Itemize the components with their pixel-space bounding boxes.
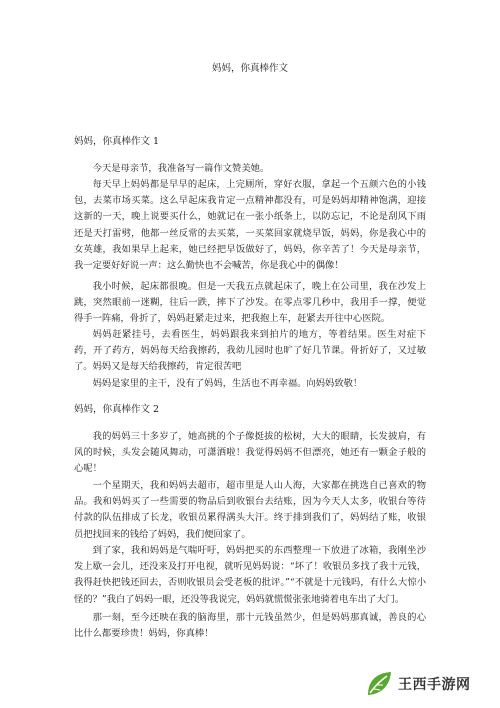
essay-1-paragraph-4: 妈妈赶紧挂号，去看医生，妈妈跟我来到拍片的地方，等着结果。医生对症下药，开了药方，妈妈每天给我擦药，我幼儿园时也旷了好几节课。骨折好了，又过敏了。妈妈又是每天给我擦药，肯定很苦吧	[74, 329, 426, 373]
essay-1-paragraph-3: 我小时候，起床都很晚。但是一天我五点就起床了，晚上在公司里，我在沙发上跳，突然眼前一迷糊，往后一跌，摔下了沙发。在零点零几秒中，我用手一撑，便觉得手一阵痛，骨折了，妈妈赶紧走过来，把我抱上车，赶紧去开往中心医院。	[74, 281, 426, 325]
leaf-logo-icon	[364, 669, 394, 699]
essay-2-paragraph-4: 那一刻，至今还映在我的脑海里，那十元钱虽然少，但是妈妈那真诚，善良的心比什么都要珍贵！妈妈，你真棒！	[74, 612, 426, 640]
essay-1-title: 妈妈，你真棒作文 1	[74, 136, 160, 147]
essay-2-paragraph-3: 到了家，我和妈妈是气喘吁吁，妈妈把买的东西整理一下放进了冰箱，我刚坐沙发上歇一会儿，还没来及打开电视，就听见妈妈说：“坏了！收银员多找了我十元钱，我得赶快把钱还回去，否则收银员会受老板的批评。”“不就是十元钱吗，有什么大惊小怪的？”我白了妈妈一眼，还没等我说完，妈妈就慌慌张张地骑着电车出了大门。	[74, 545, 426, 605]
essay-2-title: 妈妈，你真棒作文 2	[74, 404, 160, 415]
essay-2-paragraph-2: 一个星期天，我和妈妈去超市，超市里是人山人海，大家都在挑选自己喜欢的物品。我和妈妈买了一些需要的物品后到收银台去结账，因为今天人太多，收银台等待付款的队伍排成了长龙，收银员累得满头大汗。终于排到我们了，妈妈结了账，收银员把找回来的钱给了妈妈，我们便回家了。	[74, 480, 426, 540]
essay-1-paragraph-2: 每天早上妈妈都是早早的起床，上完厕所，穿好衣服，拿起一个五颜六色的小钱包，去菜市场买菜。这么早起床我肯定一点精神都没有，可是妈妈却精神饱满，迎接这新的一天，晚上说要买什么，她就记在一张小纸条上，以防忘记，不论是刮风下雨还是天打雷劈，他都一丝反常的去买菜，一买菜回家就烧早饭，妈妈，你是我心中的女英雄，我如果早上起来，她已经把早饭做好了，妈妈，你辛苦了！今天是母亲节，我一定要好好说一声：这么勤快也不会喊苦，你是我心中的偶像！	[74, 179, 426, 272]
essay-1-paragraph-5: 妈妈是家里的主干，没有了妈妈，生活也不再幸福。向妈妈致敬！	[92, 378, 363, 389]
essay-2-paragraph-1: 我的妈妈三十多岁了，她高挑的个子像挺拔的松树，大大的眼睛，长发披肩，有风的时候，头发会随风舞动，可潇洒啦！我觉得妈妈不但漂亮，她还有一颗金子般的心呢！	[74, 431, 426, 475]
essay-1-paragraph-1: 今天是母亲节，我准备写一篇作文赞美她。	[92, 163, 270, 174]
site-watermark	[364, 666, 492, 702]
watermark-text: 王西手游网	[398, 677, 471, 693]
document-title: 妈妈，你真棒作文	[211, 63, 288, 74]
